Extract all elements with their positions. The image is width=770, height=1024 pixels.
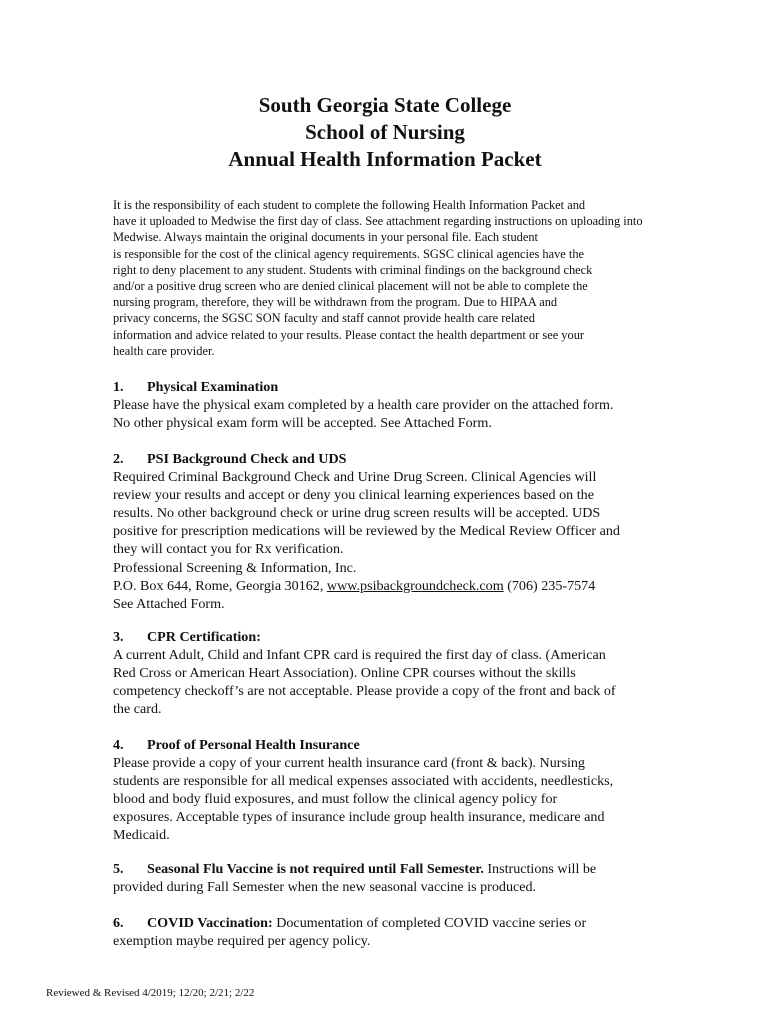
section-heading: [113, 450, 673, 468]
section-title: Seasonal Flu Vaccine is not required until Fall Semester.: [147, 861, 484, 877]
section-line: review your results and accept or deny you clinical learning experiences based on the: [113, 487, 594, 504]
school-name: School of Nursing: [305, 120, 465, 144]
college-name: South Georgia State College: [258, 93, 512, 117]
packet-title: Annual Health Information Packet: [228, 147, 542, 171]
section-psi-background-check: [113, 450, 673, 613]
section-number: 6.: [113, 915, 124, 931]
section-number: 2.: [113, 451, 124, 467]
section-number: 4.: [113, 737, 124, 753]
section-line: Please provide a copy of your current health insurance card (front & back). Nursing: [113, 755, 585, 772]
address-text: P.O. Box 644, Rome, Georgia 30162,: [113, 577, 327, 594]
section-number: 5.: [113, 861, 124, 877]
section-title: Physical Examination: [147, 379, 279, 395]
section-flu-vaccine: [113, 860, 673, 896]
section-line: blood and body fluid exposures, and must follow the clinical agency policy for: [113, 791, 558, 808]
section-number: 1.: [113, 379, 124, 395]
section-line: they will contact you for Rx verification.: [113, 541, 344, 558]
revision-footer: Reviewed & Revised 4/2019; 12/20; 2/21; 2/22: [46, 987, 255, 999]
section-line: A current Adult, Child and Infant CPR card is required the first day of class. (American: [113, 647, 606, 664]
section-line: competency checkoff’s are not acceptable. Please provide a copy of the front and back of: [113, 683, 616, 700]
psi-website-link[interactable]: www.psibackgroundcheck.com: [326, 577, 504, 594]
section-health-insurance: [113, 736, 673, 845]
section-title: COVID Vaccination:: [147, 915, 273, 931]
section-heading: [113, 378, 673, 396]
section-title: CPR Certification:: [147, 629, 261, 645]
section-title: Proof of Personal Health Insurance: [147, 737, 360, 753]
section-line: results. No other background check or urine drug screen results will be accepted. UDS: [113, 505, 601, 522]
section-heading: [113, 628, 673, 646]
section-number: 3.: [113, 629, 124, 645]
section-covid-vaccination: [113, 914, 673, 950]
document-title: [0, 92, 770, 173]
section-line: positive for prescription medications will be reviewed by the Medical Review Officer and: [113, 523, 620, 540]
intro-paragraph: It is the responsibility of each student to complete the following Health Information Packet and have it uploaded to Medwise the first day of class. See attachment regarding instructions on uploading into Medwise. Always maintain the original documents in your personal file. Each student is responsible for the cost of the clinical agency requirements. SGSC clinical agencies have the right to deny placement to any student. Students with criminal findings on the background check and/or a positive drug screen who are denied clinical placement will not be able to complete the nursing program, therefore, they will be withdrawn from the program. Due to HIPAA and privacy concerns, the SGSC SON faculty and staff cannot provide health care related information and advice related to your results. Please contact the health department or see your health care provider.: [113, 198, 643, 358]
section-line: exemption maybe required per agency policy.: [113, 933, 371, 950]
section-line: exposures. Acceptable types of insurance include group health insurance, medicare and: [113, 809, 605, 826]
section-heading: [113, 914, 673, 932]
address-line: [113, 577, 673, 595]
section-line: Required Criminal Background Check and Urine Drug Screen. Clinical Agencies will: [113, 469, 597, 486]
section-inline-text: Instructions will be: [483, 861, 597, 877]
section-line: See Attached Form.: [113, 595, 225, 612]
section-physical-examination: [113, 378, 673, 432]
section-inline-text: Documentation of completed COVID vaccine series or: [272, 915, 587, 931]
section-cpr-certification: [113, 628, 673, 718]
phone-number: (706) 235-7574: [503, 577, 596, 594]
section-line: Professional Screening & Information, Inc.: [113, 559, 357, 576]
section-heading: [113, 736, 673, 754]
section-line: students are responsible for all medical expenses associated with accidents, needlesticks,: [113, 773, 614, 790]
section-line: the card.: [113, 701, 162, 718]
section-line: No other physical exam form will be accepted. See Attached Form.: [113, 415, 492, 432]
section-line: Red Cross or American Heart Association). Online CPR courses without the skills: [113, 665, 576, 682]
section-line: Please have the physical exam completed by a health care provider on the attached form.: [113, 397, 614, 414]
section-heading: [113, 860, 673, 878]
section-line: provided during Fall Semester when the new seasonal vaccine is produced.: [113, 879, 537, 896]
section-title: PSI Background Check and UDS: [147, 451, 347, 467]
section-line: Medicaid.: [113, 827, 170, 844]
